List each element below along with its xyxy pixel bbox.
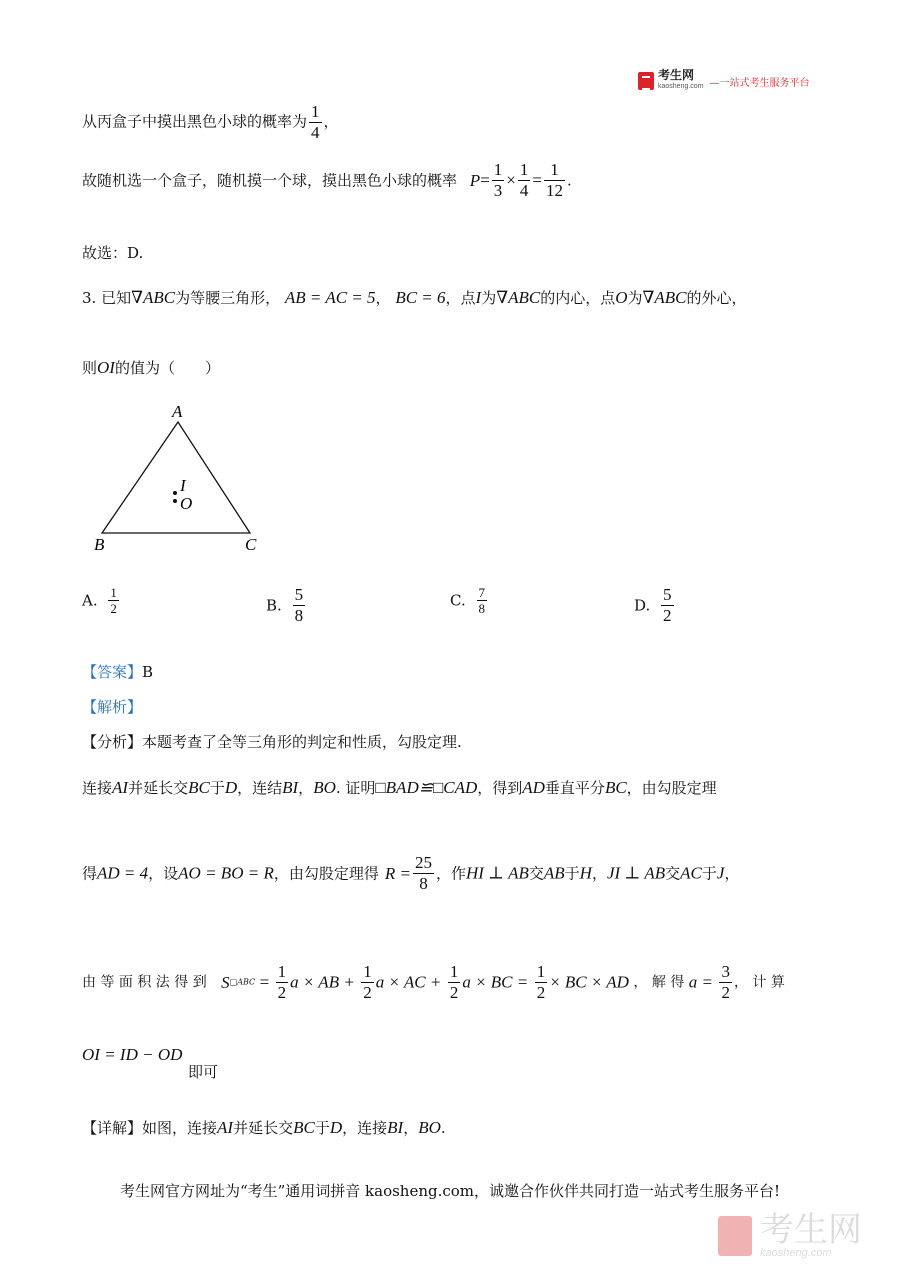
q-text: ， bbox=[375, 289, 391, 307]
frac-num: 1 bbox=[277, 962, 287, 981]
p-text: 于 bbox=[209, 779, 225, 797]
q-text: ，点 bbox=[445, 289, 476, 307]
label-i: I bbox=[180, 476, 186, 495]
prev-line-2: 故随机选一个盒子，随机摸一个球，摸出黑色小球的概率 P= $\frac{1}{3}$ × $\frac{1}{4}$ = $\frac{1}{12}$ . bbox=[82, 160, 572, 200]
p-text: ，连结 bbox=[237, 779, 283, 797]
watermark-text bbox=[760, 1210, 862, 1259]
fenxi-text: 本题考查了全等三角形的判定和性质，勾股定理. bbox=[142, 733, 462, 751]
math: HI ⊥ AB bbox=[465, 863, 529, 883]
point-o bbox=[173, 499, 177, 503]
frac-num: 1 bbox=[493, 160, 503, 179]
fraction-half bbox=[535, 962, 548, 1003]
math: × BC × AD bbox=[549, 972, 629, 992]
math: AI bbox=[112, 778, 129, 797]
frac-num: 1 bbox=[110, 585, 117, 600]
math: AD = 4 bbox=[97, 863, 149, 883]
answer-line bbox=[82, 662, 153, 682]
math: a × AB + bbox=[290, 972, 355, 992]
frac-den: 3 bbox=[493, 181, 503, 200]
option-label: C. bbox=[450, 591, 466, 610]
math: a × BC = bbox=[462, 972, 529, 992]
prev-text-2: 故随机选一个盒子，随机摸一个球，摸出黑色小球的概率 bbox=[82, 171, 458, 190]
p-text: ，连接 bbox=[342, 1119, 388, 1137]
math: J bbox=[716, 863, 725, 883]
analysis-p3 bbox=[82, 962, 785, 1003]
frac-den: 2 bbox=[536, 983, 546, 1002]
frac-num: 1 bbox=[363, 962, 372, 981]
logo-name bbox=[658, 70, 704, 92]
analysis-p4-tail: 即可 bbox=[188, 1063, 219, 1081]
p-text: ，由勾股定理得 bbox=[273, 864, 379, 883]
frac-den: 2 bbox=[363, 983, 372, 1002]
fraction-quarter-2 bbox=[518, 160, 531, 201]
fenxi-tag: 【分析】 bbox=[82, 733, 143, 751]
fraction-third bbox=[492, 160, 505, 201]
frac-num: 25 bbox=[414, 853, 432, 872]
p-text: 并延长交 bbox=[128, 779, 189, 797]
frac-den: 2 bbox=[277, 983, 287, 1002]
p-text: ， bbox=[298, 779, 314, 797]
kaosheng-logo-icon bbox=[638, 72, 654, 90]
math: □BAD≌□CAD bbox=[375, 778, 478, 797]
math: a = bbox=[688, 972, 714, 992]
triangle-figure bbox=[88, 400, 268, 560]
triangle-abc bbox=[102, 422, 250, 533]
math-bc: BC = 6 bbox=[395, 288, 446, 307]
math-triangle: ∇ABC bbox=[131, 288, 176, 307]
logo-name-text: 考生网 bbox=[658, 68, 695, 82]
p-text: 如图，连接 bbox=[142, 1119, 218, 1137]
fenxi-line bbox=[82, 732, 462, 752]
frac-num: 1 bbox=[449, 962, 459, 981]
p-text: ， 解 得 bbox=[633, 974, 685, 991]
label-c: C bbox=[245, 535, 257, 554]
math: BI bbox=[282, 778, 299, 797]
answer-tag: 【答案】 bbox=[82, 663, 143, 681]
frac-num: 3 bbox=[721, 962, 730, 981]
math: AC bbox=[680, 863, 702, 883]
fraction-r bbox=[413, 853, 434, 894]
label-o: O bbox=[180, 494, 193, 513]
option-value bbox=[477, 585, 488, 616]
math: R = bbox=[384, 863, 411, 883]
q-text: 为 bbox=[627, 289, 643, 307]
frac-num: 1 bbox=[311, 102, 320, 121]
math: a × AC + bbox=[375, 972, 442, 992]
frac-den: 8 bbox=[419, 874, 428, 893]
frac-num: 7 bbox=[478, 585, 485, 600]
label-a: A bbox=[172, 402, 183, 421]
frac-den: 2 bbox=[721, 983, 730, 1002]
q-text: 则 bbox=[82, 359, 98, 377]
math: BO bbox=[418, 1118, 441, 1137]
math-triangle: ∇ABC bbox=[642, 288, 687, 307]
p-text: 得 bbox=[82, 864, 98, 883]
frac-den: 2 bbox=[449, 983, 459, 1002]
option-a[interactable] bbox=[82, 585, 121, 616]
p-text: ， bbox=[591, 864, 607, 883]
punct: ， bbox=[323, 112, 339, 131]
p-text: ， bbox=[724, 864, 740, 883]
option-label: D. bbox=[634, 596, 651, 615]
frac-den: 2 bbox=[110, 601, 117, 616]
q-text: 已知 bbox=[101, 289, 132, 307]
watermark-name: 考生网 bbox=[760, 1210, 862, 1250]
detail-line bbox=[82, 1118, 446, 1138]
label-b: B bbox=[94, 535, 105, 554]
option-d[interactable] bbox=[634, 585, 676, 626]
math-i: I bbox=[475, 288, 482, 307]
option-value bbox=[293, 585, 306, 626]
math: BO bbox=[313, 778, 336, 797]
math: S bbox=[221, 972, 230, 992]
analysis-p1 bbox=[82, 778, 717, 798]
math: AO = BO = R bbox=[178, 863, 274, 883]
math: D bbox=[224, 778, 238, 797]
p-text: 于 bbox=[701, 864, 717, 883]
p-text: 于 bbox=[564, 864, 580, 883]
watermark-logo-icon bbox=[718, 1216, 752, 1256]
math: BC bbox=[293, 1118, 315, 1137]
q-text: 的内心，点 bbox=[540, 289, 616, 307]
watermark-domain: kaosheng.com bbox=[760, 1247, 832, 1259]
math: AB bbox=[543, 863, 565, 883]
frac-num: 5 bbox=[294, 585, 304, 604]
frac-den: 12 bbox=[545, 181, 563, 200]
analysis-tag-text: 【解析】 bbox=[82, 698, 143, 716]
detail-tag: 【详解】 bbox=[82, 1119, 143, 1137]
prev-line-1 bbox=[82, 102, 339, 143]
frac-num: 1 bbox=[536, 962, 546, 981]
prev-choose: 故选：D. bbox=[82, 244, 144, 262]
p-text: 由 等 面 积 法 得 到 bbox=[82, 974, 207, 991]
option-c[interactable] bbox=[450, 585, 489, 616]
q-text: 的值为（ ） bbox=[114, 359, 220, 377]
analysis-p2 bbox=[82, 853, 739, 894]
math: BC bbox=[604, 778, 627, 797]
p-text: . bbox=[440, 1119, 446, 1137]
fraction-half bbox=[361, 962, 374, 1003]
p-text: ，设 bbox=[148, 864, 179, 883]
analysis-p4 bbox=[82, 1045, 182, 1065]
question-number: 3. bbox=[82, 289, 97, 307]
frac-den: 8 bbox=[294, 606, 304, 625]
p-text: 交 bbox=[528, 864, 544, 883]
frac-den: 4 bbox=[519, 181, 529, 200]
math: BI bbox=[387, 1118, 404, 1137]
frac-num: 1 bbox=[544, 160, 565, 181]
math: AD bbox=[522, 778, 545, 797]
question-3-stem bbox=[82, 288, 747, 308]
point-i bbox=[173, 491, 177, 495]
option-value bbox=[108, 585, 119, 616]
q-text: 的外心， bbox=[686, 289, 747, 307]
option-b[interactable] bbox=[266, 585, 307, 626]
q-text: 为 bbox=[481, 289, 497, 307]
option-value bbox=[661, 585, 674, 626]
fraction-a bbox=[719, 962, 732, 1003]
math-ab-ac: AB = AC = 5 bbox=[284, 288, 376, 307]
option-label: A. bbox=[82, 591, 98, 610]
math-p: P bbox=[469, 170, 481, 190]
math-triangle: ∇ABC bbox=[496, 288, 541, 307]
p-text: . 证明 bbox=[335, 779, 376, 797]
math: = bbox=[259, 972, 270, 992]
q-text: 为等腰三角形， bbox=[175, 289, 281, 307]
math-oi-formula: OI = ID − OD bbox=[82, 1045, 183, 1064]
prev-text-1: 从丙盒子中摸出黑色小球的概率为 bbox=[82, 112, 308, 131]
analysis-tag bbox=[82, 697, 142, 717]
option-label: B. bbox=[266, 596, 282, 615]
frac-den: 8 bbox=[478, 601, 485, 616]
p-text: 交 bbox=[665, 864, 681, 883]
fraction-half bbox=[448, 962, 461, 1003]
p-text: 连接 bbox=[82, 779, 113, 797]
math: H bbox=[579, 863, 592, 883]
fraction-quarter bbox=[309, 102, 322, 143]
frac-den: 2 bbox=[663, 606, 672, 625]
p-text: 并延长交 bbox=[233, 1119, 294, 1137]
question-3-ask bbox=[82, 358, 220, 378]
fraction-twelfth bbox=[544, 160, 565, 201]
math-o: O bbox=[615, 288, 628, 307]
p-text: ，作 bbox=[435, 864, 466, 883]
footer-notice: 考生网官方网址为“考生”通用词拼音 kaosheng.com，诚邀合作伙伴共同打造一站式考生服务平台! bbox=[119, 1182, 781, 1200]
math-subscript: □ABC bbox=[229, 977, 256, 987]
watermark-logo bbox=[718, 1210, 862, 1259]
p-text: ， bbox=[403, 1119, 419, 1137]
math-oi: OI bbox=[97, 358, 115, 377]
math: AI bbox=[217, 1118, 234, 1137]
p-text: ， 计 算 bbox=[733, 974, 785, 991]
p-text: ，由勾股定理 bbox=[626, 779, 717, 797]
fraction-half bbox=[276, 962, 289, 1003]
logo-slogan: —一站式考生服务平台 bbox=[709, 77, 810, 89]
header-logo bbox=[638, 70, 810, 92]
p-text: 垂直平分 bbox=[544, 779, 605, 797]
p-text: 于 bbox=[314, 1119, 330, 1137]
math: JI ⊥ AB bbox=[606, 863, 666, 883]
math: BC bbox=[188, 778, 210, 797]
math: D bbox=[329, 1118, 343, 1137]
answer-value: B bbox=[142, 663, 154, 681]
frac-num: 1 bbox=[519, 160, 529, 179]
logo-slogan-text: 一站式考生服务平台 bbox=[719, 77, 810, 89]
logo-domain: kaosheng.com bbox=[658, 83, 704, 90]
punct: . bbox=[566, 171, 572, 190]
p-text: ，得到 bbox=[477, 779, 523, 797]
frac-den: 4 bbox=[311, 123, 320, 142]
frac-num: 5 bbox=[663, 585, 672, 604]
